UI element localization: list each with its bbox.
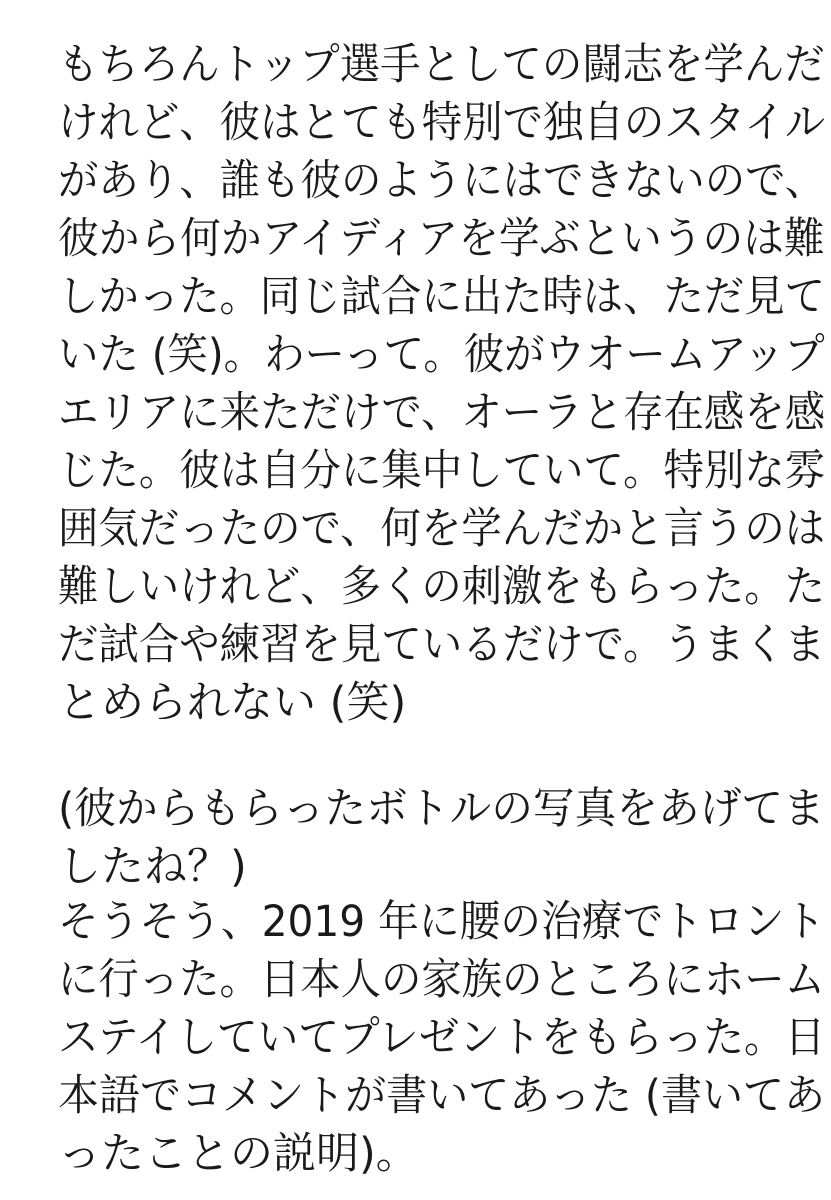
text-line: いた (笑)。わーって。彼がウオームアップ [58,330,825,380]
text-line: じた。彼は自分に集中していて。特別な雰 [58,446,826,496]
text-line: そうそう、2019 年に腰の治療でトロント [58,897,826,947]
text-line: (彼からもらったボトルの写真をあげてま [58,784,825,834]
text-line: したね？) [58,842,247,892]
text-line: ステイしていてプレゼントをもらった。日 [58,1013,826,1063]
text-line: エリアに来ただけで、オーラと存在感を感 [58,388,826,438]
text-line: だ試合や練習を見ているだけで。うまくま [58,620,826,670]
text-line: に行った。日本人の家族のところにホーム [58,955,825,1005]
text-line: しかった。同じ試合に出た時は、ただ見て [58,272,825,322]
text-line: とめられない (笑) [58,678,407,728]
text-line: けれど、彼はとても特別で独自のスタイル [58,98,826,148]
text-line: 彼から何かアイディアを学ぶというのは難 [58,214,825,264]
text-line: もちろんトップ選手としての闘志を学んだ [58,40,825,90]
text-line: 難しいけれど、多くの刺激をもらった。た [58,562,825,612]
text-line: があり、誰も彼のようにはできないので、 [58,156,826,206]
text-line: 囲気だったので、何を学んだかと言うのは [58,504,826,554]
text-line: 本語でコメントが書いてあった (書いてあ [58,1071,826,1121]
text-line: ったことの説明)。 [58,1129,419,1179]
